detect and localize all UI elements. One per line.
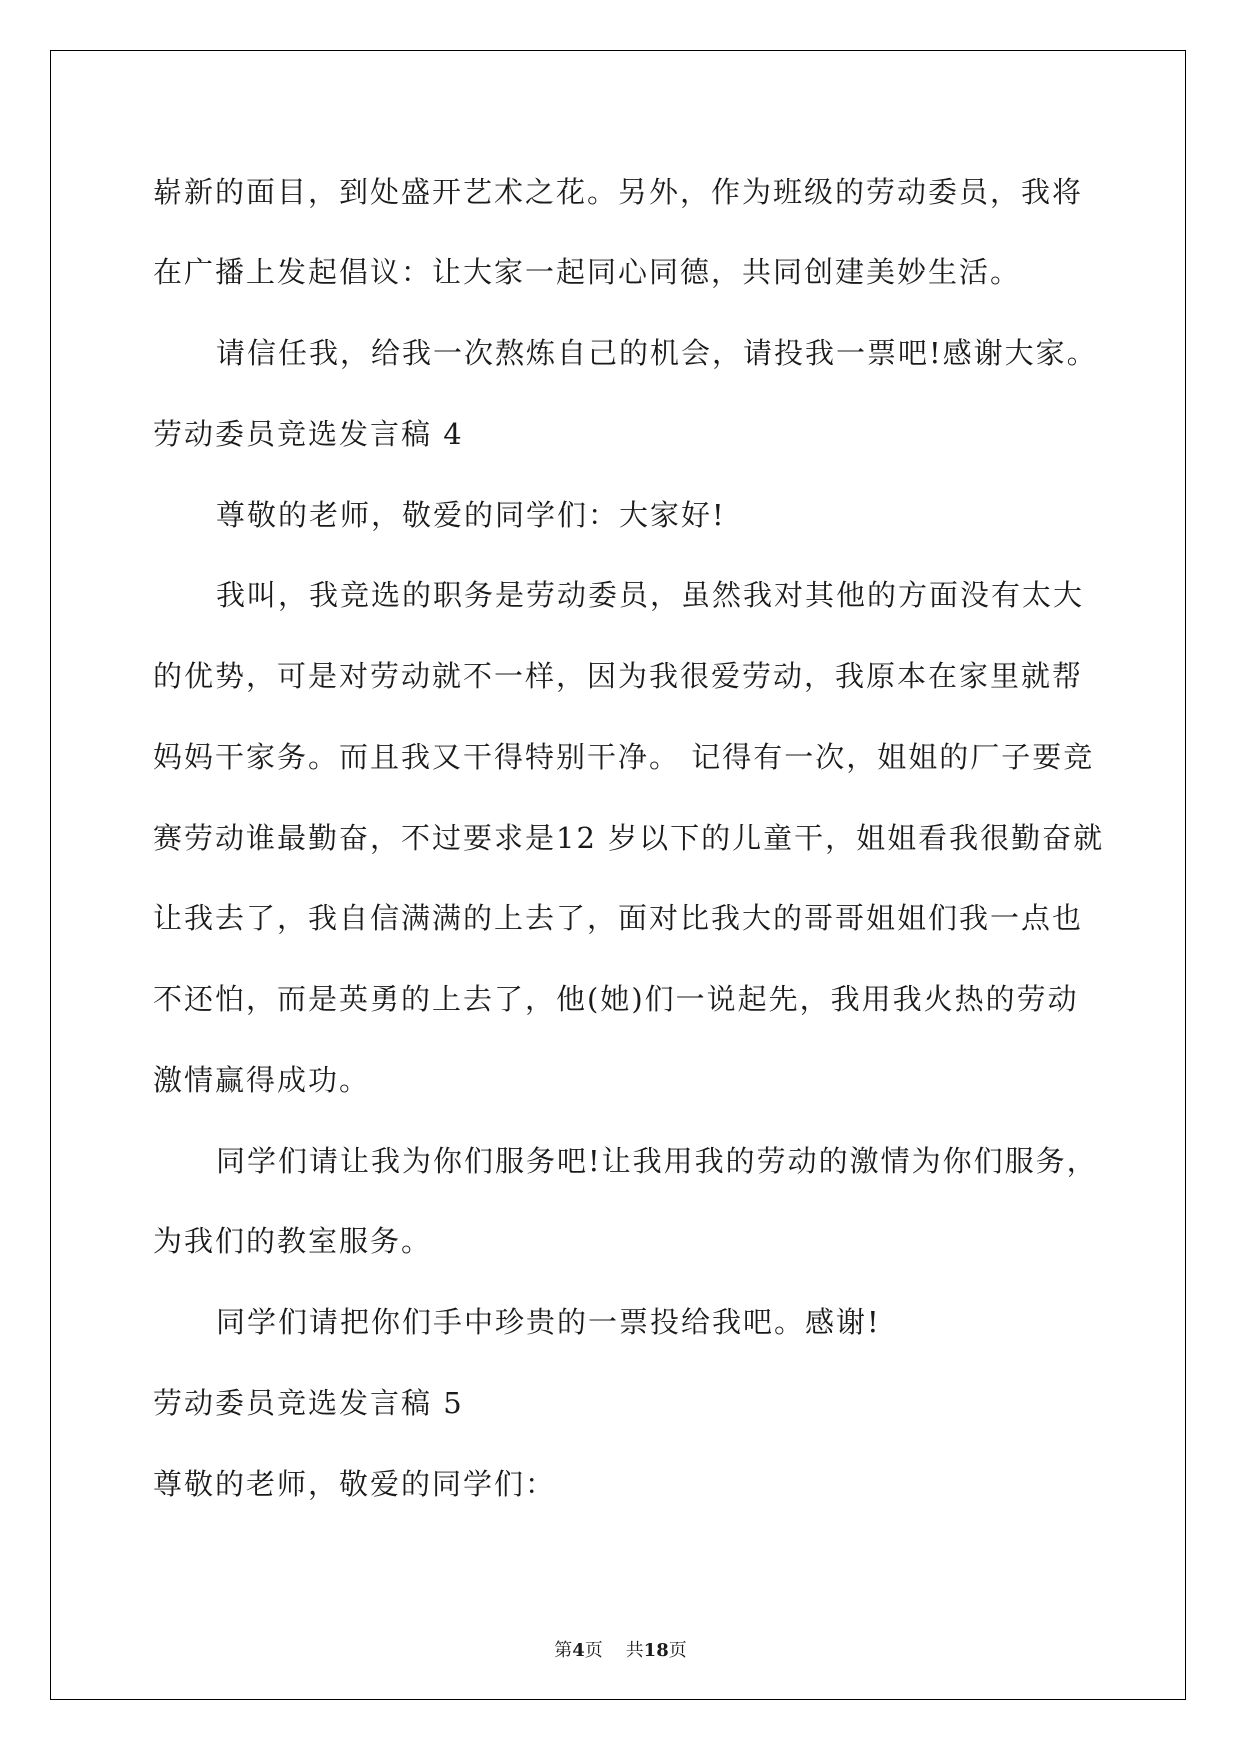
section-heading: 劳动委员竞选发言稿 4 [153, 417, 464, 451]
paragraph-line: 为我们的教室服务。 [153, 1224, 433, 1258]
section-heading: 劳动委员竞选发言稿 5 [153, 1386, 464, 1420]
page-border [50, 50, 1186, 1700]
greeting-line: 尊敬的老师，敬爱的同学们： [153, 1467, 557, 1501]
paragraph-line: 同学们请让我为你们服务吧!让我用我的劳动的激情为你们服务， [216, 1144, 1098, 1178]
paragraph-line: 不还怕，而是英勇的上去了，他(她)们一说起先，我用我火热的劳动 [153, 982, 1079, 1016]
paragraph-line: 崭新的面目，到处盛开艺术之花。另外，作为班级的劳动委员，我将 [153, 175, 1084, 209]
paragraph-line: 在广播上发起倡议：让大家一起同心同德，共同创建美妙生活。 [153, 255, 1022, 289]
page-number: 4 [572, 1640, 585, 1661]
greeting-line: 尊敬的老师，敬爱的同学们：大家好! [216, 498, 726, 532]
paragraph-line: 激情赢得成功。 [153, 1063, 371, 1097]
page-footer [0, 1636, 1241, 1662]
page-prefix: 第 [554, 1640, 573, 1661]
total-prefix: 共 [625, 1640, 644, 1661]
paragraph-line: 赛劳动谁最勤奋，不过要求是12 岁以下的儿童干，姐姐看我很勤奋就 [153, 821, 1105, 855]
total-pages: 18 [643, 1640, 669, 1661]
paragraph-line: 请信任我，给我一次熬炼自己的机会，请投我一票吧!感谢大家。 [216, 336, 1098, 370]
page-suffix: 页 [584, 1640, 603, 1661]
paragraph-line: 让我去了，我自信满满的上去了，面对比我大的哥哥姐姐们我一点也 [153, 901, 1084, 935]
paragraph-line: 同学们请把你们手中珍贵的一票投给我吧。感谢! [216, 1305, 881, 1339]
paragraph-line: 我叫，我竞选的职务是劳动委员，虽然我对其他的方面没有太大 [216, 578, 1085, 612]
total-suffix: 页 [668, 1640, 687, 1661]
paragraph-line: 的优势，可是对劳动就不一样，因为我很爱劳动，我原本在家里就帮 [153, 659, 1084, 693]
paragraph-line: 妈妈干家务。而且我又干得特别干净。 记得有一次，姐姐的厂子要竞 [153, 740, 1095, 774]
